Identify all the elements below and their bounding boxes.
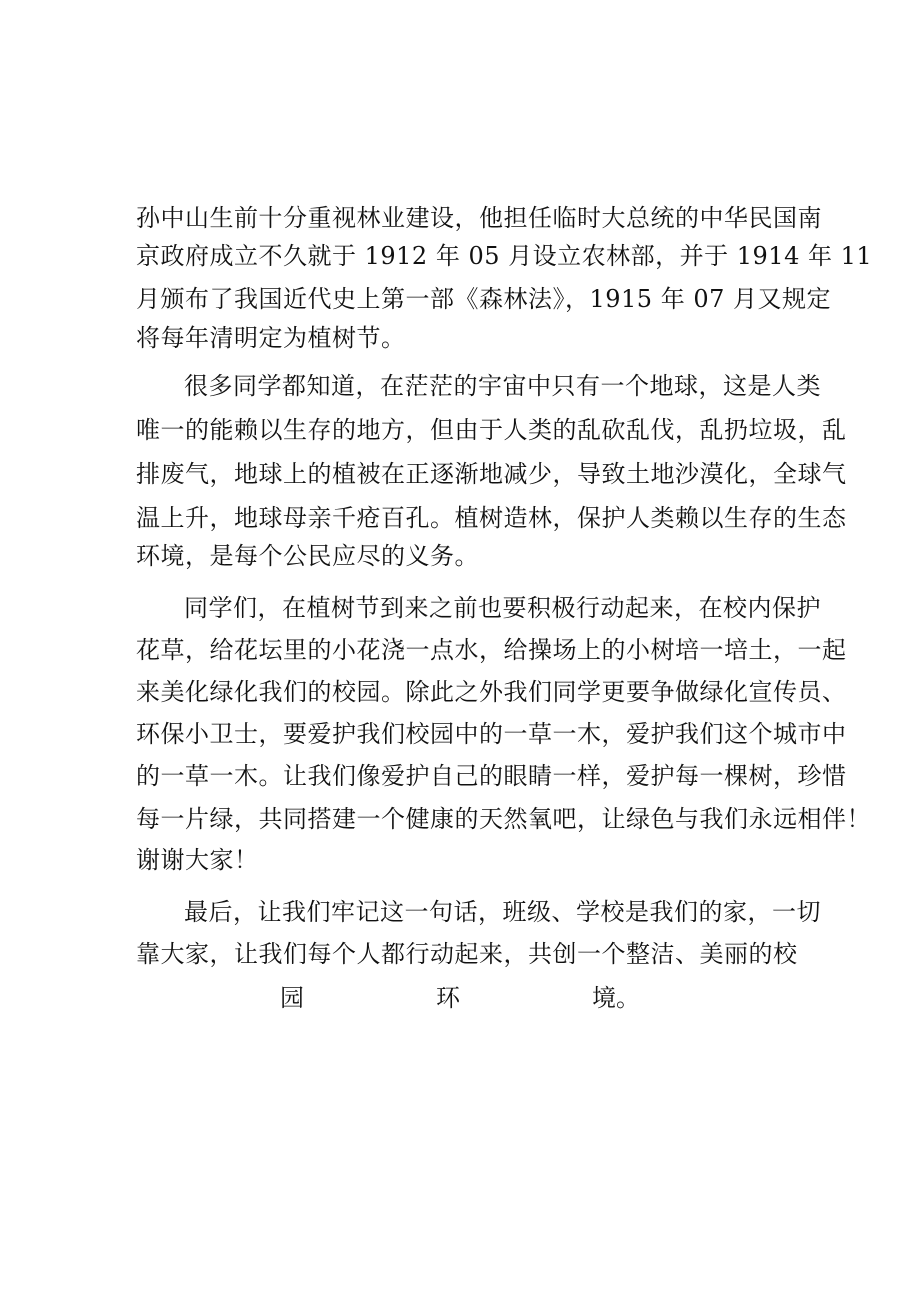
spread-char-1: 园 [280,984,304,1012]
paragraph-3-line-3: 来美化绿化我们的校园。除此之外我们同学更要争做绿化宣传员、 [136,678,847,706]
paragraph-1-line-3: 月颁布了我国近代史上第一部《森林法》，1915 年 07 月又规定 [136,285,832,313]
paragraph-3-line-5: 的一草一木。让我们像爱护自己的眼睛一样，爱护每一棵树，珍惜 [136,762,847,790]
paragraph-1-line-1: 孙中山生前十分重视林业建设，他担任临时大总统的中华民国南 [136,204,822,232]
paragraph-4-line-1: 最后，让我们牢记这一句话，班级、学校是我们的家，一切 [184,898,821,926]
paragraph-1-line-4: 将每年清明定为植树节。 [136,324,406,352]
paragraph-4-spread-line [280,982,640,1014]
paragraph-3-line-2: 花草，给花坛里的小花浇一点水，给操场上的小树培一培土，一起 [136,636,847,664]
paragraph-2-line-4: 温上升，地球母亲千疮百孔。植树造林，保护人类赖以生存的生态 [136,504,847,532]
paragraph-3-line-7: 谢谢大家！ [136,846,259,874]
paragraph-2-line-3: 排废气，地球上的植被在正逐渐地减少，导致土地沙漠化，全球气 [136,460,847,488]
paragraph-2-line-1: 很多同学都知道，在茫茫的宇宙中只有一个地球，这是人类 [184,372,821,400]
paragraph-4-line-2: 靠大家，让我们每个人都行动起来，共创一个整洁、美丽的校 [136,940,798,968]
paragraph-3-line-4: 环保小卫士，要爱护我们校园中的一草一木，爱护我们这个城市中 [136,720,847,748]
spread-char-3: 境。 [592,984,640,1012]
paragraph-1-line-2: 京政府成立不久就于 1912 年 05 月设立农林部，并于 1914 年 11 [136,242,873,270]
paragraph-2-line-2: 唯一的能赖以生存的地方，但由于人类的乱砍乱伐，乱扔垃圾，乱 [136,416,847,444]
paragraph-3-line-6: 每一片绿，共同搭建一个健康的天然氧吧，让绿色与我们永远相伴！ [136,805,871,833]
paragraph-2-line-5: 环境，是每个公民应尽的义务。 [136,542,479,570]
paragraph-3-line-1: 同学们，在植树节到来之前也要积极行动起来，在校内保护 [184,594,821,622]
spread-char-2: 环 [436,984,460,1012]
